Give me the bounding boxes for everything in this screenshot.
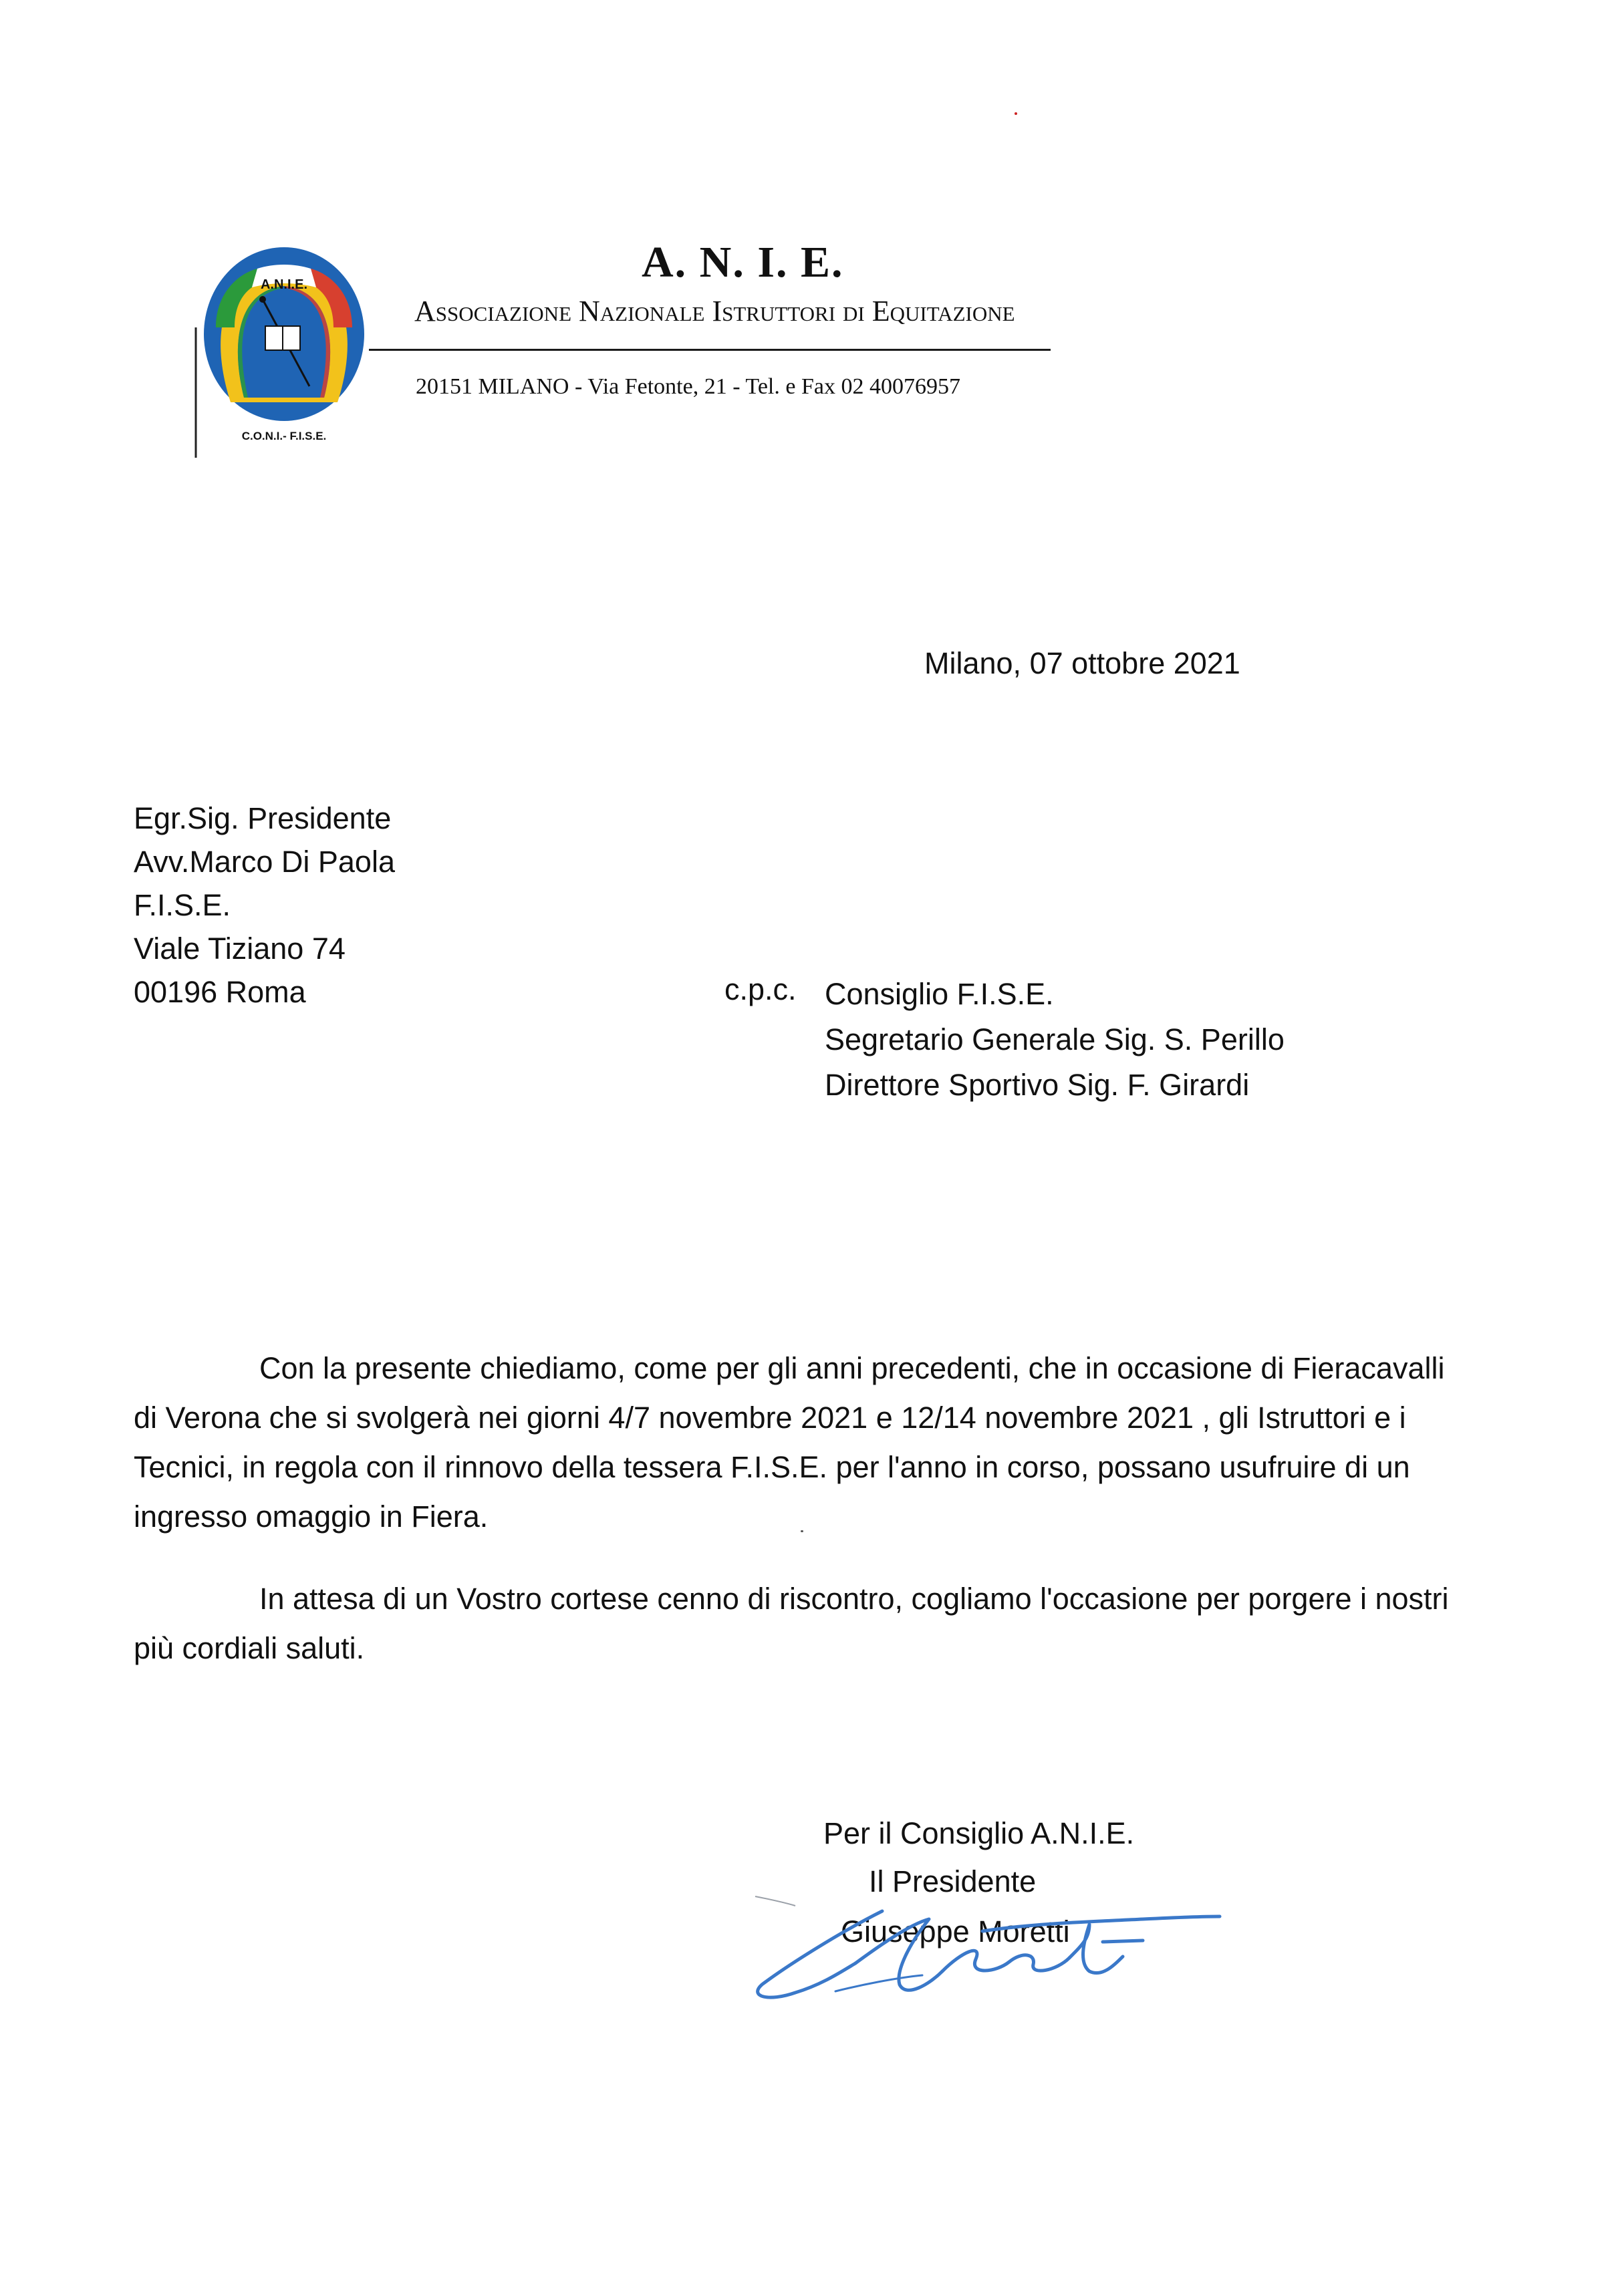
logo-top-text: A.N.I.E. xyxy=(260,277,308,292)
body-paragraph: Con la presente chiediamo, come per gli anni precedenti, che in occasione di Fieracavalli di Verona che si svolgerà nei giorni 4/7 novembre 2021 e 12/14 novembre 2021 , gli Istruttori e i Tecnici, in regola con il rinnovo della tessera F.I.S.E. per l'anno in corso, possano usufruire di un ingresso omaggio in Fiera. xyxy=(134,1351,1445,1534)
recipient-line: Avv.Marco Di Paola xyxy=(134,845,395,879)
closing-role: Il Presidente xyxy=(869,1864,1037,1898)
cc-label: c.p.c. xyxy=(724,972,797,1006)
signatory-name: Giuseppe Moretti xyxy=(841,1914,1070,1949)
recipient-line: F.I.S.E. xyxy=(134,888,231,922)
cc-list xyxy=(825,972,1285,1108)
recipient-line: Egr.Sig. Presidente xyxy=(134,801,392,835)
letterhead-address: 20151 MILANO - Via Fetonte, 21 - Tel. e Fax 02 40076957 xyxy=(416,374,960,399)
scan-speck xyxy=(1015,112,1017,115)
logo-bottom-text: C.O.N.I.- F.I.S.E. xyxy=(241,430,327,442)
cc-line: Segretario Generale Sig. S. Perillo xyxy=(825,1022,1285,1056)
date-line: Milano, 07 ottobre 2021 xyxy=(924,646,1240,680)
recipient-block xyxy=(134,797,395,1014)
scan-speck xyxy=(801,1530,803,1532)
recipient-line: 00196 Roma xyxy=(134,975,306,1009)
letterhead-title: A. N. I. E. xyxy=(642,238,844,287)
anie-logo xyxy=(190,227,368,458)
recipient-line: Viale Tiziano 74 xyxy=(134,931,346,966)
closing-line: Per il Consiglio A.N.I.E. xyxy=(823,1816,1135,1850)
handwritten-signature xyxy=(742,1884,1223,2018)
body-paragraph: In attesa di un Vostro cortese cenno di riscontro, cogliamo l'occasione per porgere i nostri più cordiali saluti. xyxy=(134,1582,1449,1665)
cc-line: Consiglio F.I.S.E. xyxy=(825,977,1054,1011)
cc-line: Direttore Sportivo Sig. F. Girardi xyxy=(825,1068,1250,1102)
letterhead-subtitle: Associazione Nazionale Istruttori di Equitazione xyxy=(414,295,1015,327)
letterhead-rule xyxy=(369,349,1051,351)
